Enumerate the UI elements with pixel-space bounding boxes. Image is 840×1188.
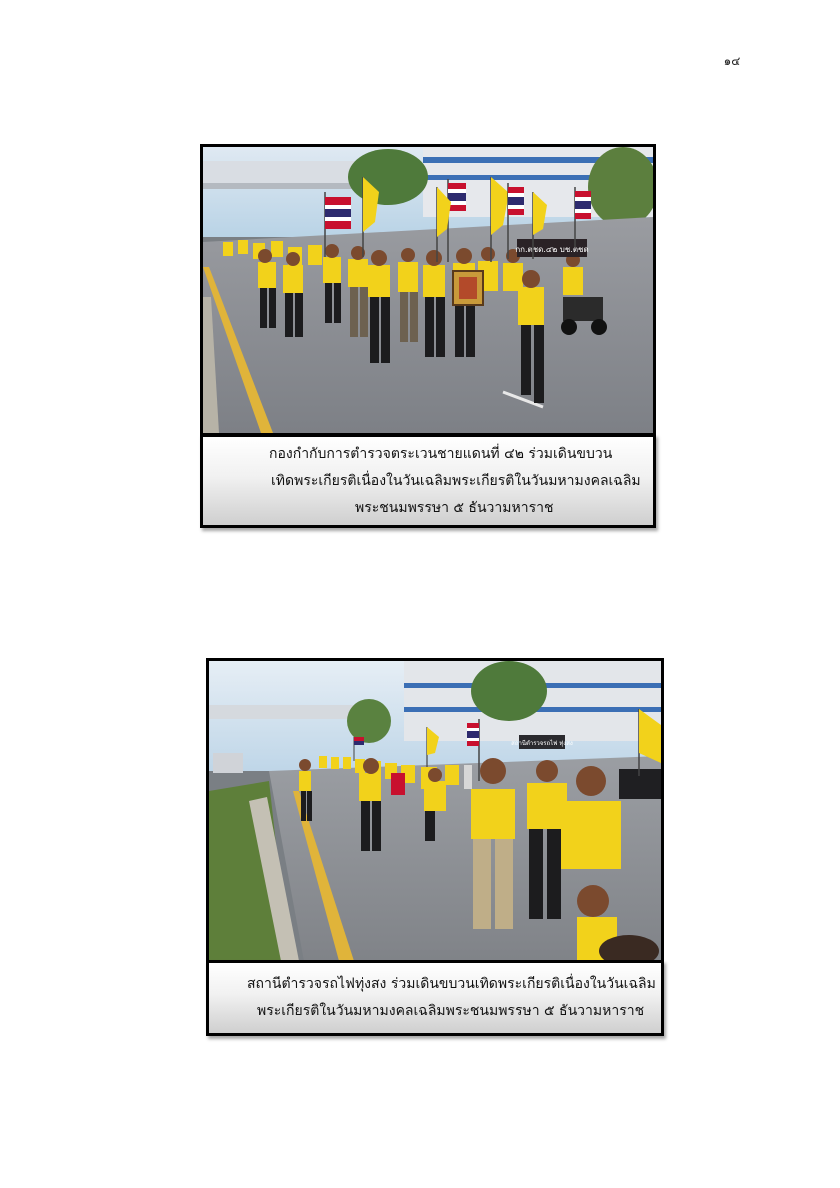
caption-1-line-3: พระชนมพรรษา ๕ ธันวามหาราช [355,499,554,516]
parade-photo-2 [206,658,664,964]
station-banner-text: สถานีตำรวจรถไฟ ทุ่งสง [511,740,573,747]
parade-photo-1-illustration [203,147,653,433]
page-number: ๑๔ [723,54,741,68]
caption-box-2 [206,960,664,1036]
caption-1-line-1: กองกำกับการตำรวจตระเวนชายแดนที่ ๔๒ ร่วมเดินขบวน [269,445,613,462]
unit-banner-text: กก.ตชด.๔๒ บช.ตชด [515,245,589,254]
caption-2-line-1: สถานีตำรวจรถไฟทุ่งสง ร่วมเดินขบวนเทิดพระเกียรติเนื่องในวันเฉลิม [247,976,656,992]
caption-2-line-2: พระเกียรติในวันมหามงคลเฉลิมพระชนมพรรษา ๕ ธันวามหาราช [257,1003,645,1019]
caption-box-1 [200,434,656,528]
parade-photo-1 [200,144,656,436]
caption-1-line-2: เทิดพระเกียรติเนื่องในวันเฉลิมพระเกียรติในวันมหามงคลเฉลิม [271,472,641,489]
parade-photo-2-illustration [209,661,661,961]
